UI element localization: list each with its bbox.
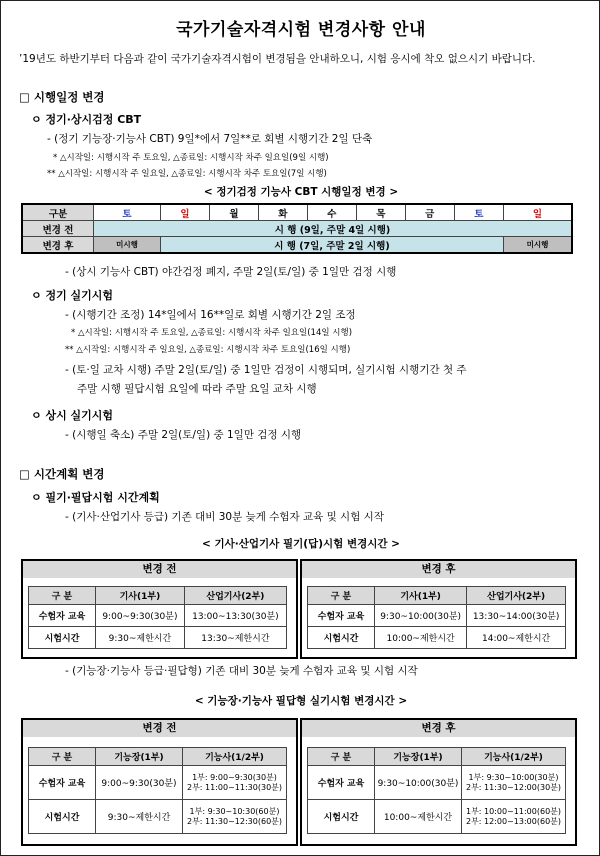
cell: 9:30~10:00(30분) xyxy=(375,605,467,627)
box-before-1-head: 변경 전 xyxy=(23,561,296,578)
part1: 1부: 10:00~11:00(60분) xyxy=(465,806,562,816)
intro-text: ’19년도 하반기부터 다음과 같이 국가기술자격시험이 변경됨을 안내하오니, 시험 응시에 착오 없으시기 바랍니다. xyxy=(19,53,536,65)
cell: 14:00~제한시간 xyxy=(467,627,566,649)
row-label: 수험자 교육 xyxy=(29,605,96,627)
cell: 10:00~제한시간 xyxy=(375,800,462,834)
th: 기사(1부) xyxy=(96,587,185,605)
th: 산업기사(2부) xyxy=(467,587,566,605)
th: 기사(1부) xyxy=(375,587,467,605)
day-wed: 수 xyxy=(307,204,356,221)
cbt-note1: * △시작일: 시행시작 주 토요일, △종료일: 시행시작 차주 일요일(9일 시행) xyxy=(53,153,329,163)
practical-note1: * △시작일: 시행시작 주 토요일, △종료일: 시행시작 차주 일요일(14일 시행) xyxy=(71,328,353,338)
cell-split xyxy=(183,800,287,834)
row-label: 수험자 교육 xyxy=(29,766,96,800)
cbt-heading: ㅇ 정기·상시검정 CBT xyxy=(31,113,142,126)
col-header: 구분 xyxy=(22,204,94,221)
section-schedule-heading: □ 시행일정 변경 xyxy=(19,90,105,104)
day-fri: 금 xyxy=(405,204,454,221)
th: 기능사(1/2부) xyxy=(462,748,566,766)
cbt-note2: ** △시작일: 시행시작 주 일요일, △종료일: 시행시작 차주 토요일(7일 시행) xyxy=(47,169,327,179)
time-caption1: < 기사·산업기사 필기(답)시험 변경시간 > xyxy=(202,538,400,550)
cell: 10:00~제한시간 xyxy=(375,627,467,649)
part2: 2부: 11:00~11:30(30분) xyxy=(186,782,283,792)
practical-note2: ** △시작일: 시행시작 주 일요일, △종료일: 시행시작 차주 토요일(16일 시행) xyxy=(65,345,351,355)
row-label: 시험시간 xyxy=(29,627,96,649)
day-sat-2: 토 xyxy=(454,204,503,221)
row-label: 시험시간 xyxy=(308,800,375,834)
cell: 9:30~10:00(30분) xyxy=(375,766,462,800)
cbt-line2: - (상시 기능사 CBT) 야간검정 폐지, 주말 2일(토/일) 중 1일만 검정 시행 xyxy=(65,266,397,278)
day-sun: 일 xyxy=(161,204,210,221)
cbt-schedule-table xyxy=(21,203,573,254)
practical-line1: - (시행기간 조정) 14*일에서 16**일로 회별 시행기간 2일 조정 xyxy=(65,309,356,321)
cell: 13:00~13:30(30분) xyxy=(184,605,286,627)
time-caption2: < 기능장·기능사 필답형 실기시험 변경시간 > xyxy=(194,695,408,707)
practical-heading: ㅇ 정기 실기시험 xyxy=(31,289,114,302)
th: 산업기사(2부) xyxy=(184,587,286,605)
day-sat: 토 xyxy=(94,204,161,221)
section-time-heading: □ 시간계획 변경 xyxy=(19,467,105,481)
row-after-label: 변경 후 xyxy=(22,237,94,254)
cell-split xyxy=(462,800,566,834)
row-before-span: 시 행 (9일, 주말 4일 시행) xyxy=(94,221,573,237)
practical-line2a: - (토·일 교차 시행) 주말 2일(토/일) 중 1일만 검정이 시행되며, 실기시험 시행기간 첫 주 xyxy=(65,364,467,376)
row-before-label: 변경 전 xyxy=(22,221,94,237)
cell: 13:30~제한시간 xyxy=(184,627,286,649)
time-line1: - (기사·산업기사 등급) 기존 대비 30분 늦게 수험자 교육 및 시험 시작 xyxy=(65,511,384,523)
box-after-2 xyxy=(300,718,577,846)
practical-line2b: 주말 시행 필답시험 요일에 따라 주말 요일 교차 시행 xyxy=(77,383,317,395)
th: 구 분 xyxy=(29,587,96,605)
box-after-1-head: 변경 후 xyxy=(302,561,575,578)
box-before-1 xyxy=(21,559,298,659)
row-after-right: 미시행 xyxy=(503,237,572,254)
row-label: 수험자 교육 xyxy=(308,766,375,800)
th: 기능사(1/2부) xyxy=(183,748,287,766)
table-after-1 xyxy=(307,586,566,649)
box-before-2 xyxy=(21,718,298,846)
part1: 1부: 9:00~9:30(30분) xyxy=(192,772,277,782)
row-after-left: 미시행 xyxy=(94,237,161,254)
cell: 9:00~9:30(30분) xyxy=(96,605,185,627)
th: 구 분 xyxy=(308,587,375,605)
page-title: 국가기술자격시험 변경사항 안내 xyxy=(176,20,426,40)
row-label: 시험시간 xyxy=(308,627,375,649)
row-label: 수험자 교육 xyxy=(308,605,375,627)
always-practical-line1: - (시행일 축소) 주말 2일(토/일) 중 1일만 검정 시행 xyxy=(65,429,302,441)
th: 구 분 xyxy=(308,748,375,766)
cell: 9:30~제한시간 xyxy=(96,800,183,834)
time-line2: - (기능장·기능사 등급·필답형) 기존 대비 30분 늦게 수험자 교육 및 시험 시작 xyxy=(65,665,418,677)
part2: 2부: 11:30~12:30(60분) xyxy=(186,816,283,826)
cell-split xyxy=(183,766,287,800)
table-before-2 xyxy=(28,747,287,834)
time-plan-heading: ㅇ 필기·필답시험 시간계획 xyxy=(31,491,160,504)
cell-split xyxy=(462,766,566,800)
box-after-2-head: 변경 후 xyxy=(302,720,575,737)
th: 구 분 xyxy=(29,748,96,766)
day-thu: 목 xyxy=(356,204,405,221)
day-mon: 월 xyxy=(209,204,258,221)
part2: 2부: 11:30~12:00(30분) xyxy=(465,782,562,792)
cbt-table-caption: < 정기검정 기능사 CBT 시행일정 변경 > xyxy=(203,186,399,198)
box-before-2-head: 변경 전 xyxy=(23,720,296,737)
cell: 9:00~9:30(30분) xyxy=(96,766,183,800)
table-after-2 xyxy=(307,747,566,834)
part1: 1부: 9:30~10:00(30분) xyxy=(468,772,559,782)
th: 기능장(1부) xyxy=(96,748,183,766)
cell: 13:30~14:00(30분) xyxy=(467,605,566,627)
table-before-1 xyxy=(28,586,287,649)
part2: 2부: 12:00~13:00(60분) xyxy=(465,816,562,826)
always-practical-heading: ㅇ 상시 실기시험 xyxy=(31,409,114,422)
cell: 9:30~제한시간 xyxy=(96,627,185,649)
day-sun-2: 일 xyxy=(503,204,572,221)
part1: 1부: 9:30~10:30(60분) xyxy=(189,806,280,816)
cbt-line1: - (정기 기능장·기능사 CBT) 9일*에서 7일**로 회별 시행기간 2일 단축 xyxy=(47,133,373,145)
row-after-span: 시 행 (7일, 주말 2일 시행) xyxy=(161,237,504,254)
row-label: 시험시간 xyxy=(29,800,96,834)
day-tue: 화 xyxy=(258,204,307,221)
box-after-1 xyxy=(300,559,577,659)
th: 기능장(1부) xyxy=(375,748,462,766)
